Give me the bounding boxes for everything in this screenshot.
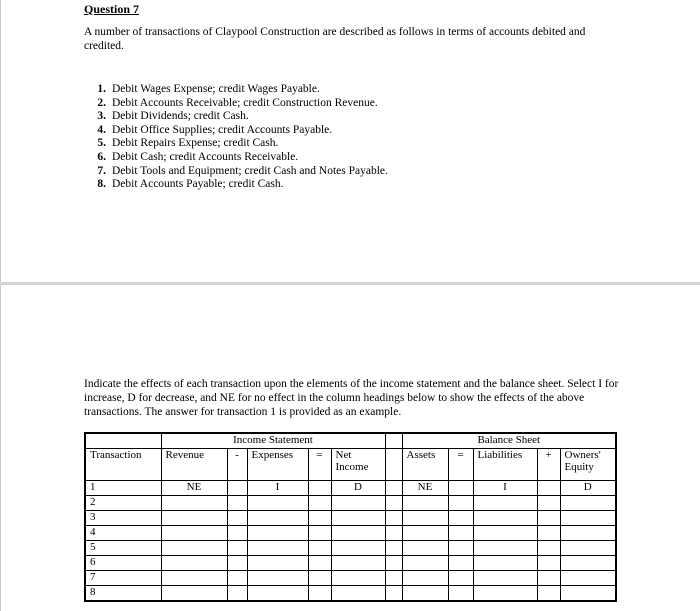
equals-cell <box>448 541 473 556</box>
equals-cell <box>448 556 473 571</box>
transaction-cell: 8 <box>85 586 161 602</box>
equals-cell <box>448 571 473 586</box>
gap-cell <box>385 571 402 586</box>
transaction-list <box>84 83 388 192</box>
item-number: 5. <box>97 137 106 150</box>
liabilities-cell[interactable] <box>473 556 537 571</box>
plus-cell <box>537 586 560 602</box>
transaction-cell: 1 <box>85 481 161 496</box>
transaction-cell: 5 <box>85 541 161 556</box>
item-number: 6. <box>97 150 106 163</box>
col-liabilities: Liabilities <box>473 449 537 481</box>
minus-cell <box>227 526 247 541</box>
gap-cell <box>385 496 402 511</box>
item-text: Debit Tools and Equipment; credit Cash and Notes Payable. <box>112 164 388 177</box>
effects-table <box>84 432 617 602</box>
assets-cell[interactable] <box>402 571 448 586</box>
plus-cell <box>537 496 560 511</box>
transaction-cell: 6 <box>85 556 161 571</box>
question-title: Question 7 <box>84 2 140 16</box>
liabilities-cell[interactable] <box>473 526 537 541</box>
revenue-cell[interactable] <box>161 541 227 556</box>
gap-cell <box>385 481 402 496</box>
table-row <box>85 571 616 586</box>
section-divider <box>0 282 700 285</box>
table-row <box>85 526 616 541</box>
transaction-item <box>84 137 388 151</box>
table-row <box>85 481 616 496</box>
equals-cell <box>308 496 331 511</box>
expenses-cell[interactable] <box>247 496 308 511</box>
gap-cell <box>385 526 402 541</box>
equals-cell <box>308 571 331 586</box>
owners-equity-cell[interactable] <box>560 556 616 571</box>
equals-cell <box>308 481 331 496</box>
equals-cell <box>308 541 331 556</box>
header-gap <box>385 433 402 449</box>
plus-cell <box>537 526 560 541</box>
revenue-cell[interactable] <box>161 526 227 541</box>
minus-cell <box>227 511 247 526</box>
col-plus: + <box>537 449 560 481</box>
item-number: 4. <box>97 123 106 136</box>
col-expenses: Expenses <box>247 449 308 481</box>
gap-cell <box>385 556 402 571</box>
owners-equity-cell[interactable] <box>560 586 616 602</box>
revenue-cell[interactable]: NE <box>161 481 227 496</box>
net-income-cell[interactable] <box>331 586 385 602</box>
table-row <box>85 556 616 571</box>
gap-cell <box>385 541 402 556</box>
minus-cell <box>227 496 247 511</box>
liabilities-cell[interactable] <box>473 586 537 602</box>
item-text: Debit Repairs Expense; credit Cash. <box>112 137 279 150</box>
item-text: Debit Accounts Receivable; credit Construction Revenue. <box>112 96 378 109</box>
equals-cell <box>308 556 331 571</box>
revenue-cell[interactable] <box>161 556 227 571</box>
equals-cell <box>448 496 473 511</box>
col-equals: = <box>308 449 331 481</box>
transaction-item <box>84 124 388 138</box>
plus-cell <box>537 481 560 496</box>
assets-cell[interactable] <box>402 586 448 602</box>
table-row <box>85 496 616 511</box>
owners-equity-cell[interactable]: D <box>560 481 616 496</box>
intro-text: A number of transactions of Claypool Construction are described as follows in terms of accounts debited and credited. <box>84 26 586 52</box>
net-income-cell[interactable] <box>331 511 385 526</box>
transaction-item <box>84 97 388 111</box>
plus-cell <box>537 511 560 526</box>
net-income-cell[interactable]: D <box>331 481 385 496</box>
col-revenue: Revenue <box>161 449 227 481</box>
transaction-cell: 7 <box>85 571 161 586</box>
transaction-cell: 3 <box>85 511 161 526</box>
table-row <box>85 541 616 556</box>
col-gap <box>385 449 402 481</box>
item-number: 1. <box>97 83 106 95</box>
table-row <box>85 511 616 526</box>
net-income-cell[interactable] <box>331 571 385 586</box>
item-number: 3. <box>97 110 106 123</box>
equals-cell <box>308 586 331 602</box>
equals-cell <box>448 481 473 496</box>
revenue-cell[interactable] <box>161 571 227 586</box>
expenses-cell[interactable] <box>247 511 308 526</box>
expenses-cell[interactable]: I <box>247 481 308 496</box>
transaction-item <box>84 178 388 192</box>
plus-cell <box>537 556 560 571</box>
revenue-cell[interactable] <box>161 511 227 526</box>
assets-cell[interactable] <box>402 541 448 556</box>
plus-cell <box>537 541 560 556</box>
left-border <box>0 0 1 611</box>
minus-cell <box>227 541 247 556</box>
item-text: Debit Accounts Payable; credit Cash. <box>112 178 284 191</box>
assets-cell[interactable] <box>402 556 448 571</box>
expenses-cell[interactable] <box>247 556 308 571</box>
table-row <box>85 586 616 602</box>
col-net-income: Net Income <box>331 449 385 481</box>
liabilities-cell[interactable] <box>473 571 537 586</box>
col-assets: Assets <box>402 449 448 481</box>
liabilities-cell[interactable] <box>473 541 537 556</box>
expenses-cell[interactable] <box>247 526 308 541</box>
assets-cell[interactable] <box>402 526 448 541</box>
item-text: Debit Cash; credit Accounts Receivable. <box>112 150 299 163</box>
col-minus: - <box>227 449 247 481</box>
item-number: 2. <box>97 96 106 109</box>
net-income-cell[interactable] <box>331 526 385 541</box>
assets-cell[interactable] <box>402 496 448 511</box>
transaction-item <box>84 110 388 124</box>
equals-cell <box>448 511 473 526</box>
net-income-cell[interactable] <box>331 541 385 556</box>
revenue-cell[interactable] <box>161 496 227 511</box>
transaction-cell: 4 <box>85 526 161 541</box>
header-blank <box>85 433 161 449</box>
minus-cell <box>227 586 247 602</box>
col-equals-2: = <box>448 449 473 481</box>
owners-equity-cell[interactable] <box>560 496 616 511</box>
gap-cell <box>385 586 402 602</box>
item-text: Debit Dividends; credit Cash. <box>112 110 249 123</box>
expenses-cell[interactable] <box>247 541 308 556</box>
expenses-cell[interactable] <box>247 586 308 602</box>
gap-cell <box>385 511 402 526</box>
liabilities-cell[interactable] <box>473 496 537 511</box>
owners-equity-cell[interactable] <box>560 526 616 541</box>
minus-cell <box>227 571 247 586</box>
owners-equity-cell[interactable] <box>560 571 616 586</box>
liabilities-cell[interactable] <box>473 511 537 526</box>
plus-cell <box>537 571 560 586</box>
transaction-item <box>84 83 388 97</box>
revenue-cell[interactable] <box>161 586 227 602</box>
transaction-cell: 2 <box>85 496 161 511</box>
balance-sheet-header: Balance Sheet <box>402 433 616 449</box>
owners-equity-cell[interactable] <box>560 511 616 526</box>
net-income-cell[interactable] <box>331 496 385 511</box>
item-text: Debit Office Supplies; credit Accounts Payable. <box>112 123 333 136</box>
transaction-item <box>84 151 388 165</box>
item-text: Debit Wages Expense; credit Wages Payable. <box>112 83 320 95</box>
col-owners-equity: Owners' Equity <box>560 449 616 481</box>
equals-cell <box>308 526 331 541</box>
item-number: 7. <box>97 164 106 177</box>
owners-equity-cell[interactable] <box>560 541 616 556</box>
net-income-cell[interactable] <box>331 556 385 571</box>
equals-cell <box>308 511 331 526</box>
minus-cell <box>227 556 247 571</box>
assets-cell[interactable] <box>402 511 448 526</box>
liabilities-cell[interactable]: I <box>473 481 537 496</box>
item-number: 8. <box>97 178 106 191</box>
expenses-cell[interactable] <box>247 571 308 586</box>
col-transaction: Transaction <box>85 449 161 481</box>
equals-cell <box>448 526 473 541</box>
transaction-item <box>84 165 388 179</box>
instructions-text: Indicate the effects of each transaction upon the elements of the income statement and the balance sheet. Select I for increase, D for decrease, and NE for no effect in the column headings below to show the effects of the above transactions. The answer for transaction 1 is provided as an example. <box>84 378 619 418</box>
minus-cell <box>227 481 247 496</box>
assets-cell[interactable]: NE <box>402 481 448 496</box>
income-statement-header: Income Statement <box>161 433 385 449</box>
equals-cell <box>448 586 473 602</box>
